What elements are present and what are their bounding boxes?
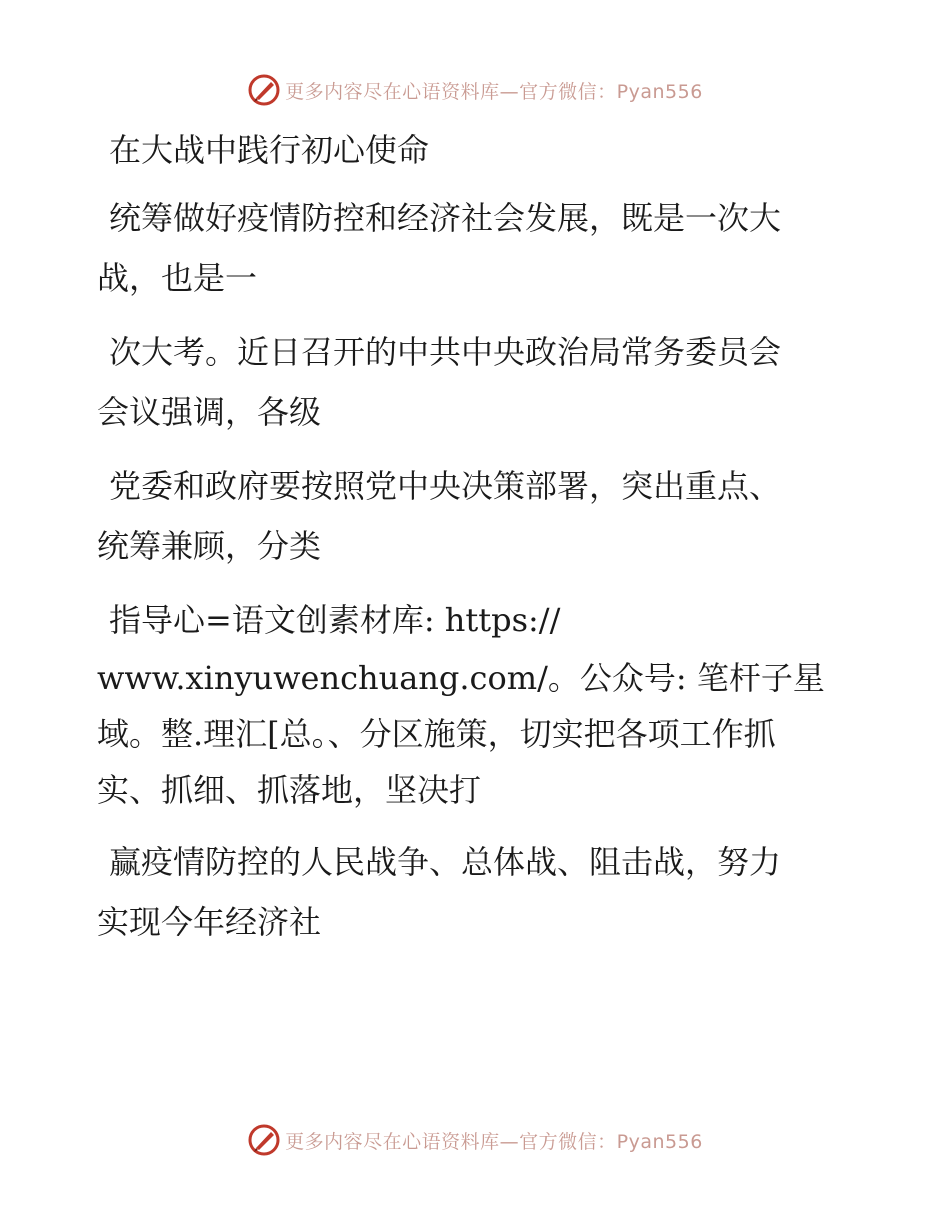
paragraph: 次大考。近日召开的中共中央政治局常务委员会 会议强调，各级 <box>97 333 782 431</box>
header-banner <box>0 70 950 110</box>
paragraph: 统筹做好疫情防控和经济社会发展，既是一次大 战，也是一 <box>97 199 782 297</box>
footer-banner <box>0 1120 950 1160</box>
pen-logo-icon <box>247 1123 281 1157</box>
banner-text: 更多内容尽在心语资料库—官方微信：Pyan556 <box>285 1130 703 1153</box>
document-title: 在大战中践行初心使命 <box>109 131 430 169</box>
pen-logo-icon <box>247 73 281 107</box>
banner-text: 更多内容尽在心语资料库—官方微信：Pyan556 <box>285 80 703 103</box>
paragraph: 指导心=语文创素材库: https:// www.xinyuwenchuang.com/。公众号: 笔杆子星 域。整.理汇[总。、分区施策，切实把各项工作抓 实、抓细、抓落地，坚决打 <box>97 601 825 809</box>
document-body <box>97 120 857 952</box>
paragraph: 党委和政府要按照党中央决策部署，突出重点、 统筹兼顾，分类 <box>97 467 782 565</box>
paragraph: 赢疫情防控的人民战争、总体战、阻击战，努力 实现今年经济社 <box>97 843 782 941</box>
